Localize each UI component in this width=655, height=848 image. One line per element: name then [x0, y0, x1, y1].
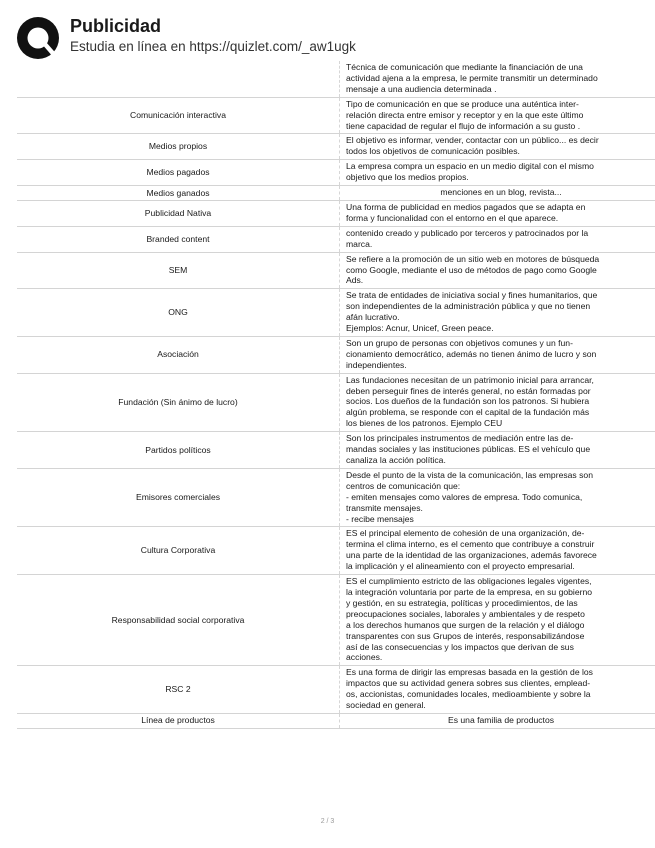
term-row: [17, 373, 655, 432]
definition: [340, 527, 655, 575]
definition-line: La empresa compra un espacio en un medio digital con el mismo: [346, 161, 594, 172]
definition: [340, 160, 655, 186]
definition-line: Se trata de entidades de iniciativa social y fines humanitarios, que: [346, 290, 598, 301]
term: Responsabilidad social corporativa: [17, 575, 340, 666]
definition-line: ES el principal elemento de cohesión de una organización, de-: [346, 528, 585, 539]
term-row: [17, 252, 655, 289]
definition: [340, 200, 655, 226]
definition-line: termina el clima interno, es el cemento que contribuye a construir: [346, 539, 595, 550]
definition-line: una parte de la identidad de las organizaciones, además favorece: [346, 550, 597, 561]
definition-line: afán lucrativo.: [346, 312, 400, 323]
definition-line: centros de comunicación que:: [346, 480, 461, 491]
definition-line: os, accionistas, comunidades locales, medioambiente y sobre la: [346, 689, 591, 700]
definition-line: son independientes de la administración pública y que no tienen: [346, 301, 591, 312]
term: Medios ganados: [17, 186, 340, 201]
definition-line: todos los objetivos de comunicación posibles.: [346, 146, 520, 157]
definition: [340, 226, 655, 252]
term-row: [17, 160, 655, 186]
definition-line: algún problema, se responde con el capital de la fundación más: [346, 407, 590, 418]
definition-line: acciones.: [346, 652, 383, 663]
term-row: [17, 468, 655, 527]
definition: [340, 468, 655, 527]
definition-line: independientes.: [346, 359, 407, 370]
term-row: [17, 336, 655, 373]
definition-line: preocupaciones sociales, laborales y ambientales y de respeto: [346, 608, 585, 619]
term: Partidos políticos: [17, 432, 340, 469]
definition-line: a los derechos humanos que surgen de la relación y el diálogo: [346, 619, 585, 630]
definition: [340, 666, 655, 714]
term: Línea de productos: [17, 713, 340, 728]
definition-line: transparentes con sus Grupos de interés, responsabilizándose: [346, 630, 585, 641]
term: Comunicación interactiva: [17, 97, 340, 134]
definition-line: socios. Los dueños de la fundación son los patronos. Si hubiera: [346, 396, 590, 407]
definition-line: Desde el punto de la vista de la comunicación, las empresas son: [346, 469, 593, 480]
term: Publicidad Nativa: [17, 200, 340, 226]
definition-line: sociedad en general.: [346, 700, 426, 711]
term-row: [17, 61, 655, 97]
definition-line: Es una familia de productos: [447, 714, 555, 725]
definition-line: menciones en un blog, revista...: [440, 187, 562, 198]
definition-line: - recibe mensajes: [346, 513, 414, 524]
definition-line: marca.: [346, 238, 373, 249]
definition-line: actividad ajena a la empresa, le permite transmitir un determinado: [346, 72, 598, 83]
term-row: [17, 226, 655, 252]
page-header: [16, 14, 636, 62]
term: RSC 2: [17, 666, 340, 714]
definition: [340, 373, 655, 432]
term: Cultura Corporativa: [17, 527, 340, 575]
term-row: [17, 432, 655, 469]
definition-line: Una forma de publicidad en medios pagados que se adapta en: [346, 201, 586, 212]
set-title: Publicidad: [70, 16, 162, 36]
definition-line: como Google, mediante el uso de métodos de pago como Google: [346, 264, 597, 275]
definition: [340, 289, 655, 337]
term-row: [17, 200, 655, 226]
definition-line: y gestión, en su estrategia, políticas y procedimientos, de las: [346, 597, 578, 608]
term: Medios pagados: [17, 160, 340, 186]
definition-line: Ads.: [346, 275, 364, 286]
terms-table: [17, 61, 655, 729]
definition-line: Tipo de comunicación en que se produce una auténtica inter-: [346, 98, 579, 109]
set-url[interactable]: Estudia en línea en https://quizlet.com/_aw1ugk: [70, 39, 356, 54]
definition-line: canaliza la acción política.: [346, 455, 446, 465]
term-row: [17, 186, 655, 201]
definition-line: Las fundaciones necesitan de un patrimonio inicial para arrancar,: [346, 374, 594, 385]
definition: [340, 61, 655, 97]
definition-line: Técnica de comunicación que mediante la financiación de una: [346, 62, 583, 72]
definition-line: El objetivo es informar, vender, contactar con un público... es decir: [346, 135, 599, 146]
definition-line: relación directa entre emisor y receptor y en la que este último: [346, 109, 584, 120]
definition-line: impactos que su actividad genera sobres sus clientes, emplead-: [346, 678, 591, 689]
term: Branded content: [17, 226, 340, 252]
page-number: 2 / 3: [320, 818, 335, 825]
definition-line: Ejemplos: Acnur, Unicef, Green peace.: [346, 323, 494, 334]
definition-line: la implicación y el alineamiento con el proyecto empresarial.: [346, 561, 575, 572]
definition-line: forma y funcionalidad con el entorno en el que aparece.: [346, 212, 559, 223]
term-row: [17, 527, 655, 575]
definition-line: la integración voluntaria por parte de la empresa, en su gobierno: [346, 586, 593, 597]
term: SEM: [17, 252, 340, 289]
definition-line: Es una forma de dirigir las empresas basada en la gestión de los: [346, 667, 593, 678]
definition-line: - emiten mensajes como valores de empresa. Todo comunica,: [346, 491, 583, 502]
term-row: [17, 289, 655, 337]
term-row: [17, 713, 655, 728]
definition-line: Se refiere a la promoción de un sitio web en motores de búsqueda: [346, 253, 600, 264]
definition: [340, 134, 655, 160]
definition-line: ES el cumplimiento estricto de las obligaciones legales vigentes,: [346, 576, 592, 587]
definition-line: objetivo que los medios propios.: [346, 172, 469, 183]
definition-line: así de las consecuencias y los impactos que derivan de sus: [346, 641, 574, 652]
definition-line: deben perseguir fines de interés general, no están formadas por: [346, 385, 591, 396]
definition-line: contenido creado y publicado por terceros y patrocinados por la: [346, 227, 589, 238]
term: Medios propios: [17, 134, 340, 160]
definition: [340, 97, 655, 134]
definition: [340, 713, 655, 728]
definition-line: transmite mensajes.: [346, 502, 423, 513]
term-row: [17, 97, 655, 134]
definition-line: Son un grupo de personas con objetivos comunes y un fun-: [346, 337, 573, 348]
definition-line: cionamiento democrático, además no tienen ánimo de lucro y son: [346, 348, 597, 359]
definition: [340, 575, 655, 666]
definition-line: mensaje a una audiencia determinada .: [346, 83, 497, 94]
quizlet-logo-icon: [16, 16, 62, 62]
term-row: [17, 666, 655, 714]
definition-line: Son los principales instrumentos de mediación entre las de-: [346, 433, 574, 444]
term-row: [17, 575, 655, 666]
definition-line: mandas sociales y las instituciones públicas. ES el vehículo que: [346, 444, 591, 455]
term: Fundación (Sin ánimo de lucro): [17, 373, 340, 432]
term: ONG: [17, 289, 340, 337]
definition: [340, 432, 655, 469]
definition-line: los bienes de los patronos. Ejemplo CEU: [346, 418, 503, 429]
term: [17, 61, 340, 97]
definition-line: tiene capacidad de regular el flujo de información a su gusto .: [346, 120, 581, 131]
definition: [340, 336, 655, 373]
term-row: [17, 134, 655, 160]
term: Emisores comerciales: [17, 468, 340, 527]
definition: [340, 186, 655, 201]
definition: [340, 252, 655, 289]
term: Asociación: [17, 336, 340, 373]
